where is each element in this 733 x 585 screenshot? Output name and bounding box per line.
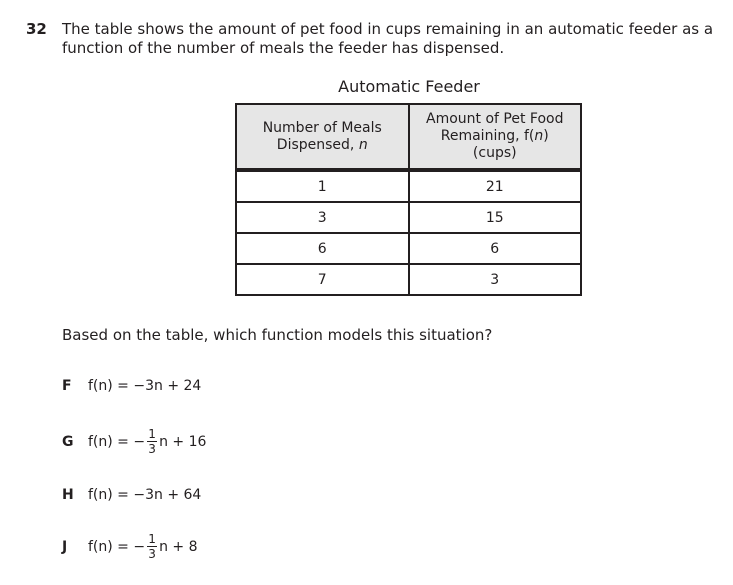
choice-letter: F <box>62 378 72 394</box>
col1-line1: Number of Meals <box>262 119 382 136</box>
question-number: 32 <box>26 20 47 38</box>
fraction-numerator: 1 <box>148 532 156 546</box>
cell-meals: 6 <box>236 233 409 264</box>
col2-var: n <box>534 128 544 144</box>
col2-line2a: Remaining, f( <box>440 128 535 144</box>
table-caption: Automatic Feeder <box>338 77 480 96</box>
fraction-denominator: 3 <box>148 547 156 561</box>
col1-line2: Dispensed, <box>276 136 359 153</box>
col2-line3: (cups) <box>472 145 517 161</box>
table-row <box>236 170 581 202</box>
choice-letter: H <box>62 487 74 503</box>
col2-line2b: ) <box>543 128 549 144</box>
cell-food: 15 <box>409 202 582 233</box>
col1-var: n <box>358 136 368 153</box>
choice-equation-post: n + 16 <box>159 433 207 450</box>
question-prompt: Based on the table, which function models this situation? <box>62 326 493 344</box>
col2-line1: Amount of Pet Food <box>426 111 564 127</box>
cell-food: 3 <box>409 264 582 295</box>
cell-meals: 7 <box>236 264 409 295</box>
table-row <box>236 264 581 295</box>
cell-food: 21 <box>409 170 582 202</box>
table-header-row <box>236 104 581 170</box>
choice-letter: J <box>62 538 68 555</box>
fraction-numerator: 1 <box>148 427 156 441</box>
choice-equation-pre: f(n) = − <box>88 433 146 450</box>
choice-g[interactable] <box>62 428 206 455</box>
choice-h[interactable] <box>62 487 201 503</box>
column-header-meals <box>236 104 409 170</box>
cell-food: 6 <box>409 233 582 264</box>
fraction-denominator: 3 <box>148 442 156 456</box>
cell-meals: 1 <box>236 170 409 202</box>
question-stem: The table shows the amount of pet food in cups remaining in an automatic feeder as a function of the number of meals the feeder has dispensed. <box>62 20 714 57</box>
table-row <box>236 202 581 233</box>
choice-equation: f(n) = −3n + 24 <box>88 378 202 394</box>
cell-meals: 3 <box>236 202 409 233</box>
choice-f[interactable] <box>62 378 201 394</box>
choice-equation-post: n + 8 <box>159 538 198 555</box>
feeder-table <box>235 103 582 296</box>
choice-j[interactable] <box>62 533 198 560</box>
fraction <box>147 533 157 560</box>
choice-equation-pre: f(n) = − <box>88 538 146 555</box>
table-row <box>236 233 581 264</box>
choice-equation: f(n) = −3n + 64 <box>88 487 202 503</box>
column-header-food <box>409 104 582 170</box>
fraction <box>147 428 157 455</box>
choice-letter: G <box>62 433 74 450</box>
